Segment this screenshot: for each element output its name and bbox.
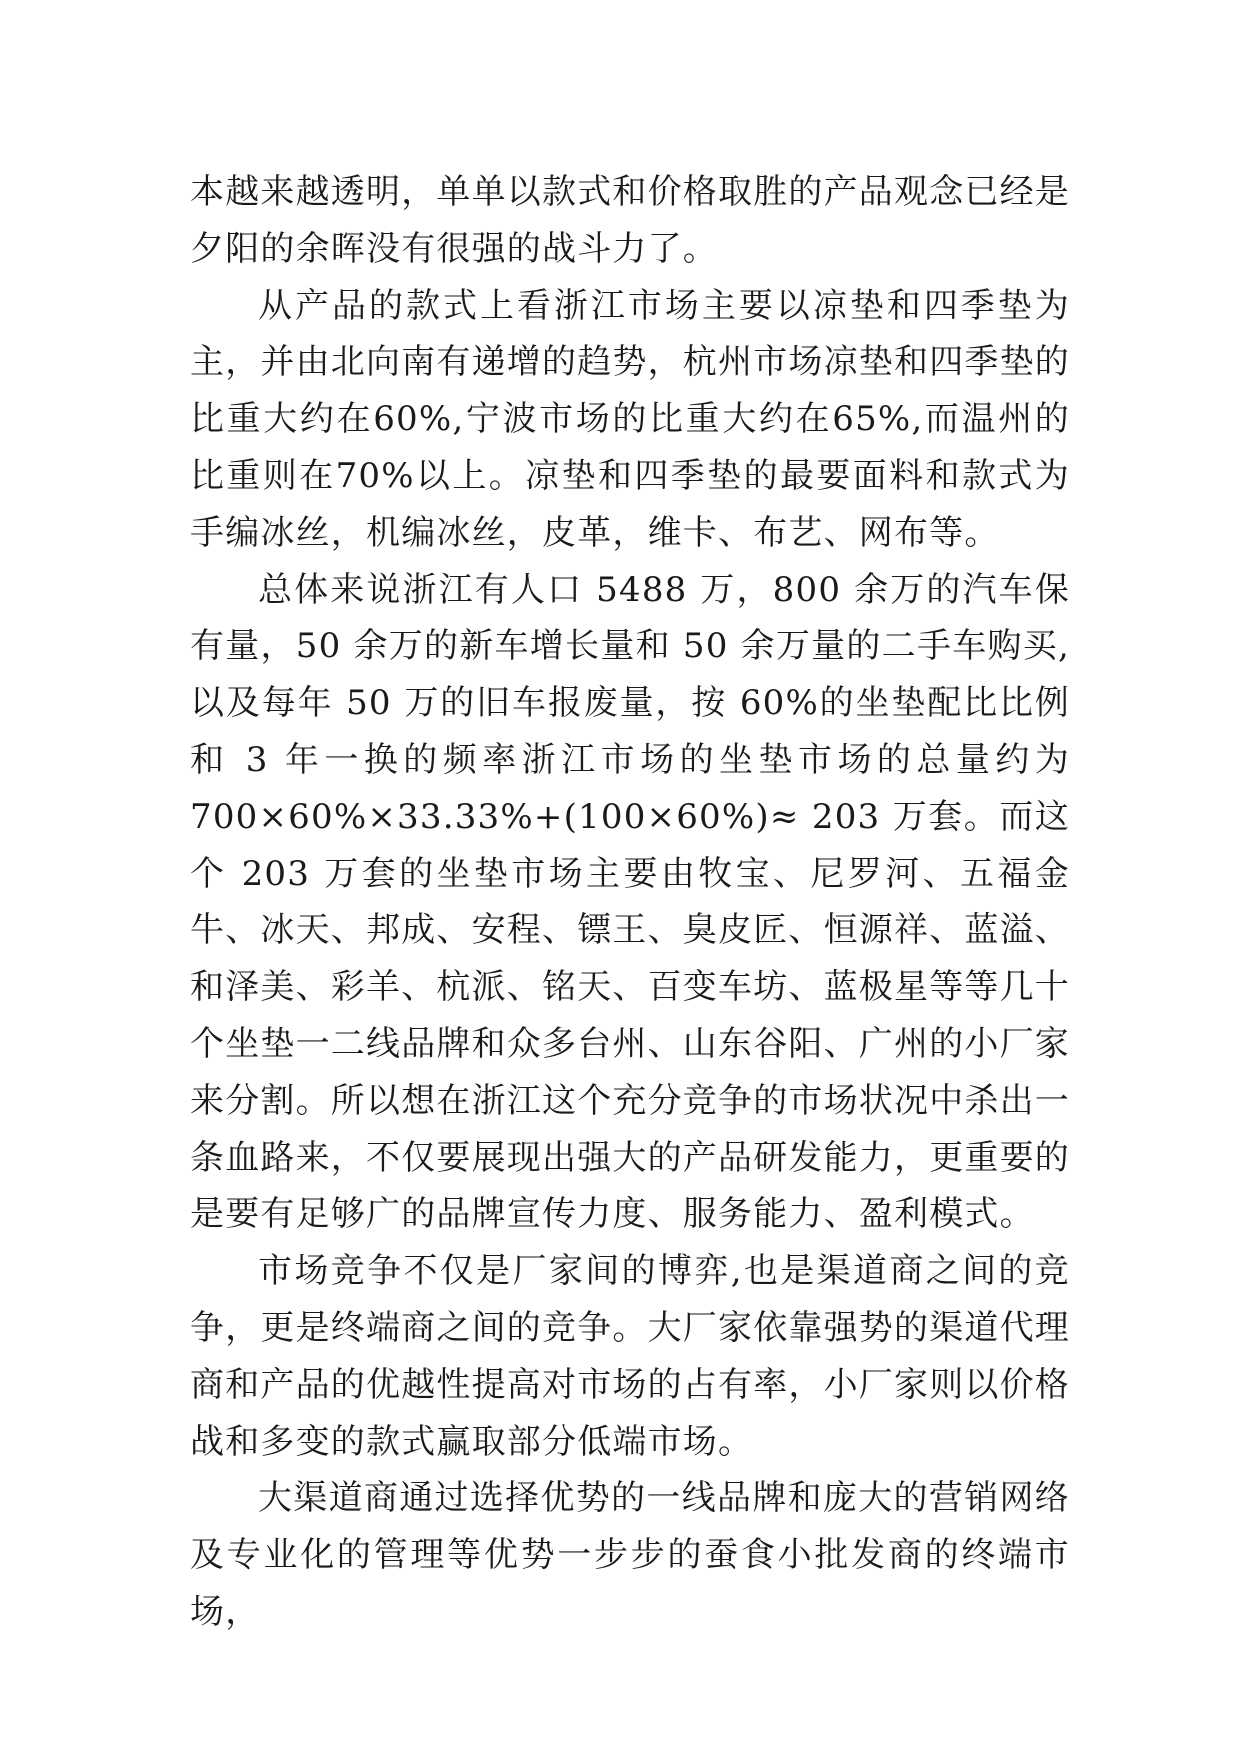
paragraph-3: 总体来说浙江有人口 5488 万，800 余万的汽车保有量，50 余万的新车增长量和 50 余万量的二手车购买,以及每年 50 万的旧车报废量，按 60%的坐垫配比比例和 3 年一换的频率浙江市场的坐垫市场的总量约为 700×60%×33.33%+(100×60%)≈ 203 万套。而这个 203 万套的坐垫市场主要由牧宝、尼罗河、五福金牛、冰天、邦成、安程、镖王、臭皮匠、恒源祥、蓝溢、和泽美、彩羊、杭派、铭天、百变车坊、蓝极星等等几十个坐垫一二线品牌和众多台州、山东谷阳、广州的小厂家来分割。所以想在浙江这个充分竞争的市场状况中杀出一条血路来，不仅要展现出强大的产品研发能力，更重要的是要有足够广的品牌宣传力度、服务能力、盈利模式。 <box>190 569 1070 1235</box>
paragraph-5: 大渠道商通过选择优势的一线品牌和庞大的营销网络及专业化的管理等优势一步步的蚕食小批发商的终端市场， <box>190 1478 1070 1632</box>
paragraph-2: 从产品的款式上看浙江市场主要以凉垫和四季垫为主，并由北向南有递增的趋势，杭州市场凉垫和四季垫的比重大约在60%,宁波市场的比重大约在65%,而温州的比重则在70%以上。凉垫和四季垫的最要面料和款式为手编冰丝，机编冰丝，皮革，维卡、布艺、网布等。 <box>190 285 1070 553</box>
paragraph-4: 市场竞争不仅是厂家间的博弈,也是渠道商之间的竞争，更是终端商之间的竞争。大厂家依靠强势的渠道代理商和产品的优越性提高对市场的占有率，小厂家则以价格战和多变的款式赢取部分低端市场。 <box>190 1251 1070 1462</box>
paragraph-1: 本越来越透明，单单以款式和价格取胜的产品观念已经是夕阳的余晖没有很强的战斗力了。 <box>190 172 1070 269</box>
document-body <box>190 164 1070 1641</box>
